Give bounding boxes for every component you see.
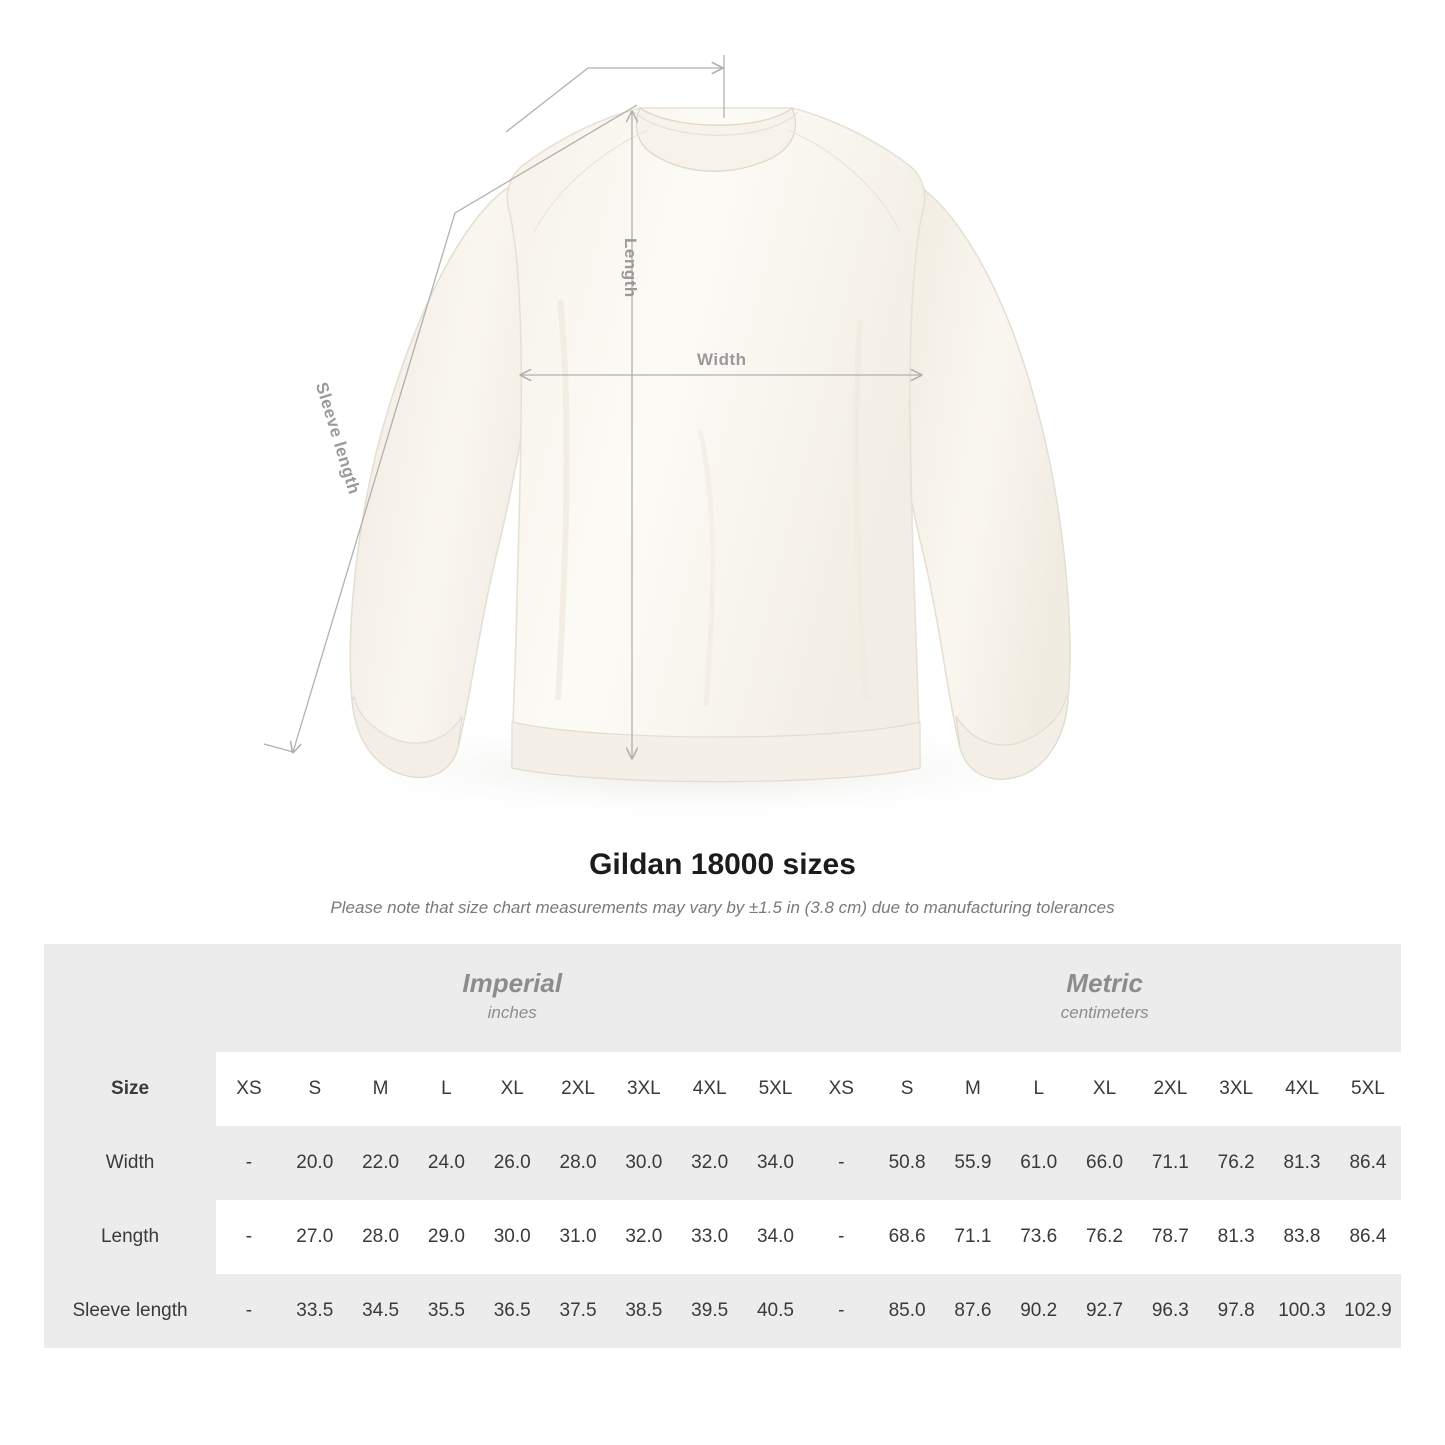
cell-length-imp-6: 32.0 bbox=[611, 1200, 677, 1274]
table-row bbox=[44, 1274, 1401, 1348]
cell-width-imp-8: 34.0 bbox=[743, 1126, 809, 1200]
cell-sleeve-met-0: - bbox=[808, 1274, 874, 1348]
table-row bbox=[44, 1200, 1401, 1274]
cell-sleeve-imp-8: 40.5 bbox=[743, 1274, 809, 1348]
size-col-imp-3: L bbox=[414, 1052, 480, 1126]
cell-length-imp-3: 29.0 bbox=[414, 1200, 480, 1274]
cell-width-imp-2: 22.0 bbox=[348, 1126, 414, 1200]
cell-width-met-5: 71.1 bbox=[1137, 1126, 1203, 1200]
cell-length-imp-7: 33.0 bbox=[677, 1200, 743, 1274]
cell-sleeve-met-6: 97.8 bbox=[1203, 1274, 1269, 1348]
size-col-met-8: 5XL bbox=[1335, 1052, 1401, 1126]
cell-sleeve-imp-0: - bbox=[216, 1274, 282, 1348]
cell-sleeve-met-5: 96.3 bbox=[1137, 1274, 1203, 1348]
cell-width-met-7: 81.3 bbox=[1269, 1126, 1335, 1200]
imperial-name: Imperial bbox=[462, 968, 563, 999]
tolerance-note: Please note that size chart measurements may vary by ±1.5 in (3.8 cm) due to manufacturing tolerances bbox=[330, 898, 1115, 917]
cell-sleeve-met-4: 92.7 bbox=[1072, 1274, 1138, 1348]
cell-width-met-8: 86.4 bbox=[1335, 1126, 1401, 1200]
size-header-row bbox=[44, 1052, 1401, 1126]
size-col-imp-4: XL bbox=[479, 1052, 545, 1126]
cell-sleeve-imp-4: 36.5 bbox=[479, 1274, 545, 1348]
size-col-imp-2: M bbox=[348, 1052, 414, 1126]
size-chart-table bbox=[44, 944, 1401, 1348]
cell-sleeve-imp-6: 38.5 bbox=[611, 1274, 677, 1348]
size-col-imp-5: 2XL bbox=[545, 1052, 611, 1126]
cell-length-imp-5: 31.0 bbox=[545, 1200, 611, 1274]
metric-sub: centimeters bbox=[1060, 1003, 1149, 1023]
cell-length-imp-4: 30.0 bbox=[479, 1200, 545, 1274]
cell-length-imp-8: 34.0 bbox=[743, 1200, 809, 1274]
cell-sleeve-imp-5: 37.5 bbox=[545, 1274, 611, 1348]
cell-width-met-4: 66.0 bbox=[1072, 1126, 1138, 1200]
cell-sleeve-imp-1: 33.5 bbox=[282, 1274, 348, 1348]
size-col-imp-8: 5XL bbox=[743, 1052, 809, 1126]
cell-sleeve-imp-3: 35.5 bbox=[414, 1274, 480, 1348]
size-header-cell: Size bbox=[111, 1078, 150, 1099]
cell-length-met-8: 86.4 bbox=[1335, 1200, 1401, 1274]
cell-length-met-0: - bbox=[808, 1200, 874, 1274]
size-col-imp-0: XS bbox=[216, 1052, 282, 1126]
cell-sleeve-imp-2: 34.5 bbox=[348, 1274, 414, 1348]
cell-length-met-6: 81.3 bbox=[1203, 1200, 1269, 1274]
sleeve-length-label: Sleeve length bbox=[311, 380, 364, 497]
row-label-length: Length bbox=[44, 1200, 216, 1274]
width-label: Width bbox=[697, 350, 747, 369]
size-col-met-7: 4XL bbox=[1269, 1052, 1335, 1126]
size-col-met-1: S bbox=[874, 1052, 940, 1126]
cell-width-imp-1: 20.0 bbox=[282, 1126, 348, 1200]
cell-length-met-4: 76.2 bbox=[1072, 1200, 1138, 1274]
cell-length-imp-0: - bbox=[216, 1200, 282, 1274]
cell-width-imp-0: - bbox=[216, 1126, 282, 1200]
cell-width-imp-4: 26.0 bbox=[479, 1126, 545, 1200]
cell-width-met-3: 61.0 bbox=[1006, 1126, 1072, 1200]
imperial-header bbox=[216, 944, 808, 1052]
cell-sleeve-met-8: 102.9 bbox=[1335, 1274, 1401, 1348]
cell-sleeve-met-1: 85.0 bbox=[874, 1274, 940, 1348]
size-col-met-0: XS bbox=[808, 1052, 874, 1126]
size-col-met-6: 3XL bbox=[1203, 1052, 1269, 1126]
cell-width-met-6: 76.2 bbox=[1203, 1126, 1269, 1200]
cell-sleeve-met-2: 87.6 bbox=[940, 1274, 1006, 1348]
cell-length-met-7: 83.8 bbox=[1269, 1200, 1335, 1274]
size-col-met-2: M bbox=[940, 1052, 1006, 1126]
size-col-imp-1: S bbox=[282, 1052, 348, 1126]
size-col-met-4: XL bbox=[1072, 1052, 1138, 1126]
metric-name: Metric bbox=[1066, 968, 1143, 999]
cell-width-met-2: 55.9 bbox=[940, 1126, 1006, 1200]
size-col-met-3: L bbox=[1006, 1052, 1072, 1126]
cell-width-imp-5: 28.0 bbox=[545, 1126, 611, 1200]
row-label-width: Width bbox=[44, 1126, 216, 1200]
cell-length-imp-1: 27.0 bbox=[282, 1200, 348, 1274]
table-row bbox=[44, 1126, 1401, 1200]
size-col-imp-6: 3XL bbox=[611, 1052, 677, 1126]
size-col-met-5: 2XL bbox=[1137, 1052, 1203, 1126]
cell-sleeve-met-3: 90.2 bbox=[1006, 1274, 1072, 1348]
length-label: Length bbox=[621, 238, 640, 298]
imperial-sub: inches bbox=[487, 1003, 537, 1023]
cell-length-met-1: 68.6 bbox=[874, 1200, 940, 1274]
size-col-imp-7: 4XL bbox=[677, 1052, 743, 1126]
cell-width-met-1: 50.8 bbox=[874, 1126, 940, 1200]
cell-width-imp-7: 32.0 bbox=[677, 1126, 743, 1200]
title-block bbox=[0, 848, 1445, 918]
cell-length-met-5: 78.7 bbox=[1137, 1200, 1203, 1274]
cell-width-met-0: - bbox=[808, 1126, 874, 1200]
unit-header-spacer bbox=[44, 944, 216, 1052]
cell-width-imp-3: 24.0 bbox=[414, 1126, 480, 1200]
cell-length-imp-2: 28.0 bbox=[348, 1200, 414, 1274]
size-table-wrap bbox=[44, 944, 1401, 1348]
cell-sleeve-imp-7: 39.5 bbox=[677, 1274, 743, 1348]
cell-width-imp-6: 30.0 bbox=[611, 1126, 677, 1200]
row-label-sleeve-length: Sleeve length bbox=[44, 1274, 216, 1348]
metric-header bbox=[808, 944, 1401, 1052]
cell-length-met-3: 73.6 bbox=[1006, 1200, 1072, 1274]
unit-header-row bbox=[44, 944, 1401, 1052]
cell-length-met-2: 71.1 bbox=[940, 1200, 1006, 1274]
page-title: Gildan 18000 sizes bbox=[589, 848, 856, 881]
cell-sleeve-met-7: 100.3 bbox=[1269, 1274, 1335, 1348]
